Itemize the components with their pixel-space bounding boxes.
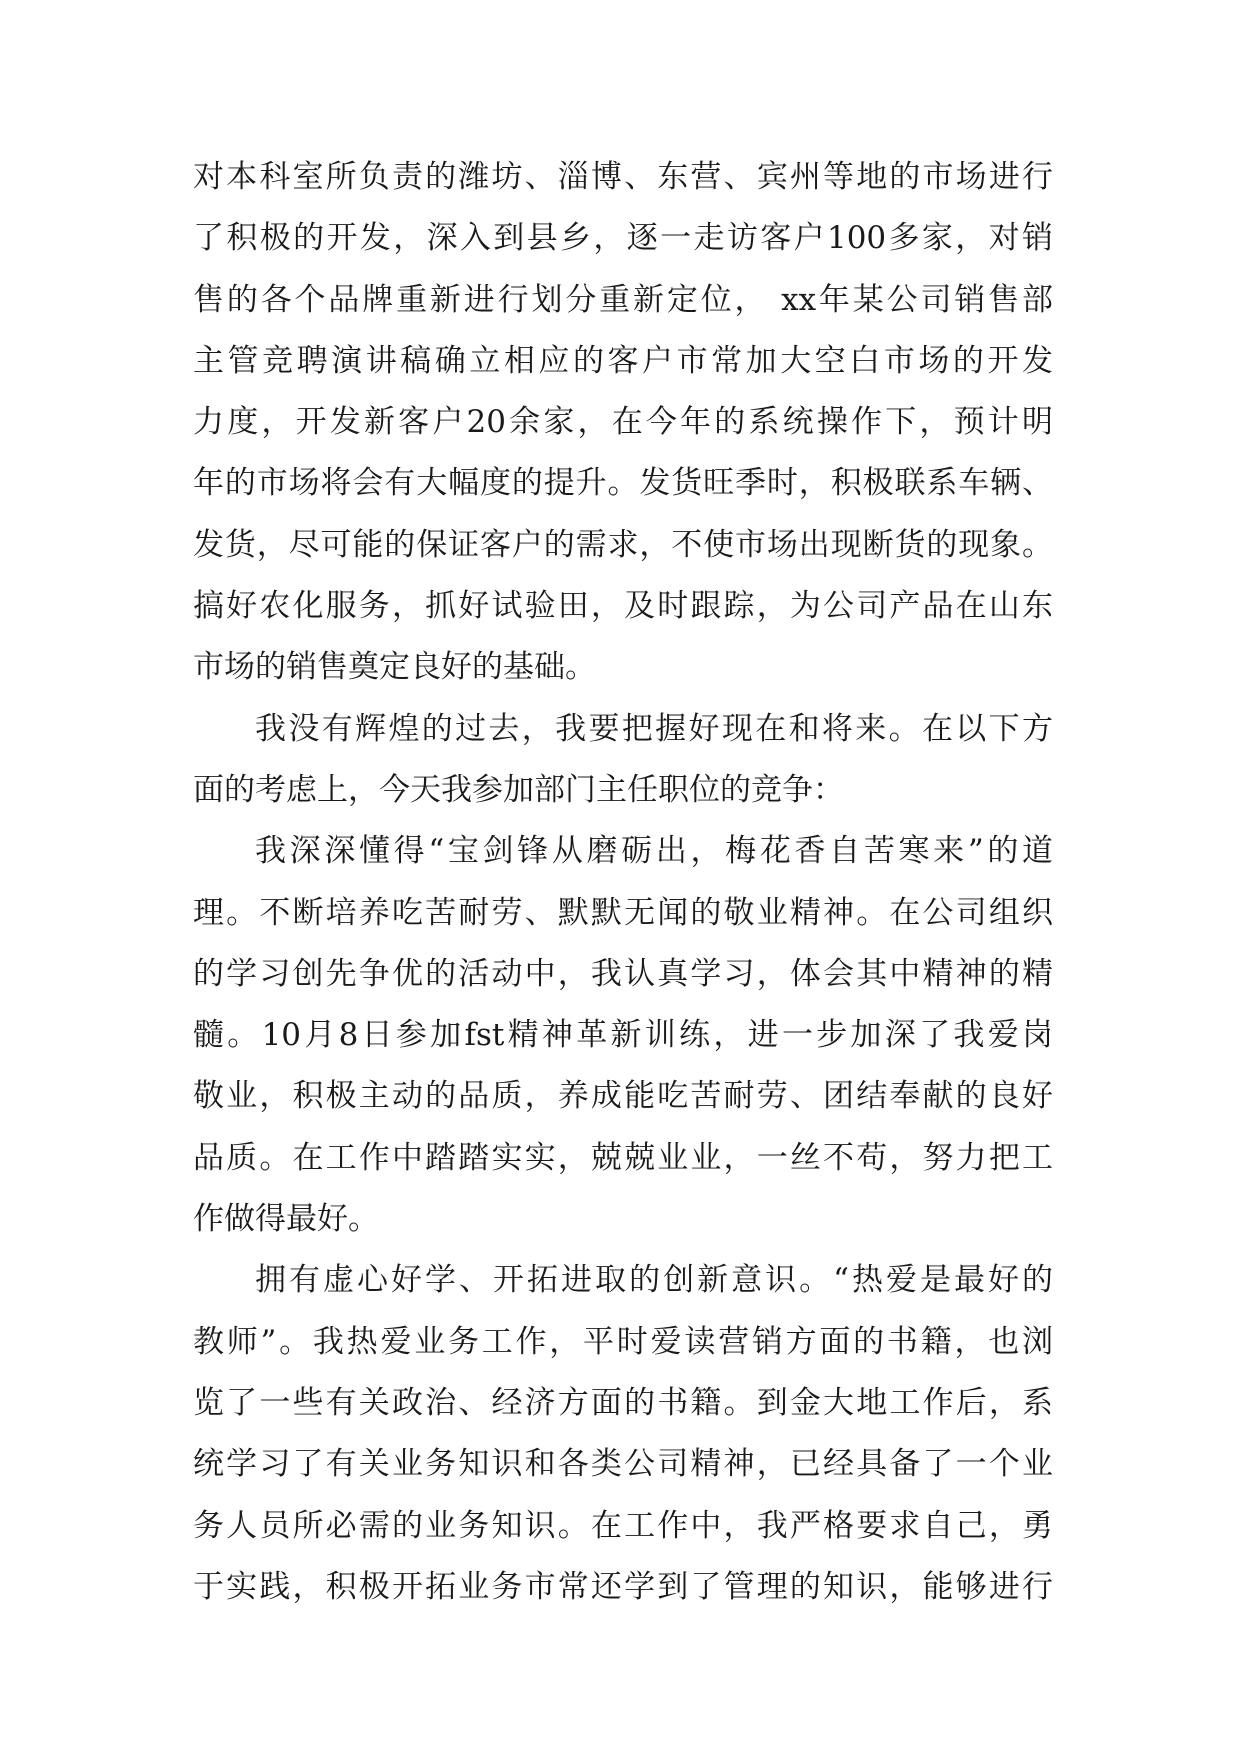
text-line: 对本科室所负责的潍坊、淄博、东营、宾州等地的市场进行 bbox=[193, 159, 1053, 195]
text-line: 面的考虑上，今天我参加部门主任职位的竞争： bbox=[193, 771, 844, 808]
text-line: 力度，开发新客户20余家，在今年的系统操作下，预计明 bbox=[193, 404, 1053, 441]
text-line: 教师”。我热爱业务工作，平时爱读营销方面的书籍，也浏 bbox=[193, 1323, 1053, 1360]
text-line: 了积极的开发，深入到县乡，逐一走访客户100多家，对销 bbox=[193, 220, 1053, 257]
text-line: 发货，尽可能的保证客户的需求，不使市场出现断货的现象。 bbox=[193, 526, 1053, 563]
text-line: 务人员所必需的业务知识。在工作中，我严格要求自己，勇 bbox=[193, 1507, 1053, 1544]
text-line: 市场的销售奠定良好的基础。 bbox=[193, 649, 596, 686]
text-line: 主管竞聘演讲稿确立相应的客户市常加大空白市场的开发 bbox=[193, 342, 1053, 379]
text-line: 售的各个品牌重新进行划分重新定位， xx年某公司销售部 bbox=[193, 281, 1053, 318]
text-line: 统学习了有关业务知识和各类公司精神，已经具备了一个业 bbox=[193, 1446, 1053, 1483]
text-line: 览了一些有关政治、经济方面的书籍。到金大地工作后，系 bbox=[193, 1384, 1053, 1421]
text-line: 品质。在工作中踏踏实实，兢兢业业，一丝不苟，努力把工 bbox=[193, 1139, 1053, 1176]
text-line: 拥有虚心好学、开拓进取的创新意识。“热爱是最好的 bbox=[255, 1262, 1053, 1299]
text-line: 作做得最好。 bbox=[193, 1201, 379, 1238]
text-line: 敬业，积极主动的品质，养成能吃苦耐劳、团结奉献的良好 bbox=[193, 1078, 1053, 1115]
text-line: 的学习创先争优的活动中，我认真学习，体会其中精神的精 bbox=[193, 955, 1053, 992]
text-line: 于实践，积极开拓业务市常还学到了管理的知识，能够进行 bbox=[193, 1568, 1053, 1605]
text-line: 理。不断培养吃苦耐劳、默默无闻的敬业精神。在公司组织 bbox=[193, 894, 1053, 931]
text-line: 我没有辉煌的过去，我要把握好现在和将来。在以下方 bbox=[255, 710, 1053, 747]
text-line: 搞好农化服务，抓好试验田，及时跟踪，为公司产品在山东 bbox=[193, 588, 1053, 625]
body-text bbox=[193, 147, 1053, 1618]
text-line: 我深深懂得“宝剑锋从磨砺出，梅花香自苦寒来”的道 bbox=[255, 833, 1053, 870]
text-line: 髓。10月8日参加fst精神革新训练，进一步加深了我爱岗 bbox=[193, 1017, 1053, 1054]
text-line: 年的市场将会有大幅度的提升。发货旺季时，积极联系车辆、 bbox=[193, 465, 1053, 502]
